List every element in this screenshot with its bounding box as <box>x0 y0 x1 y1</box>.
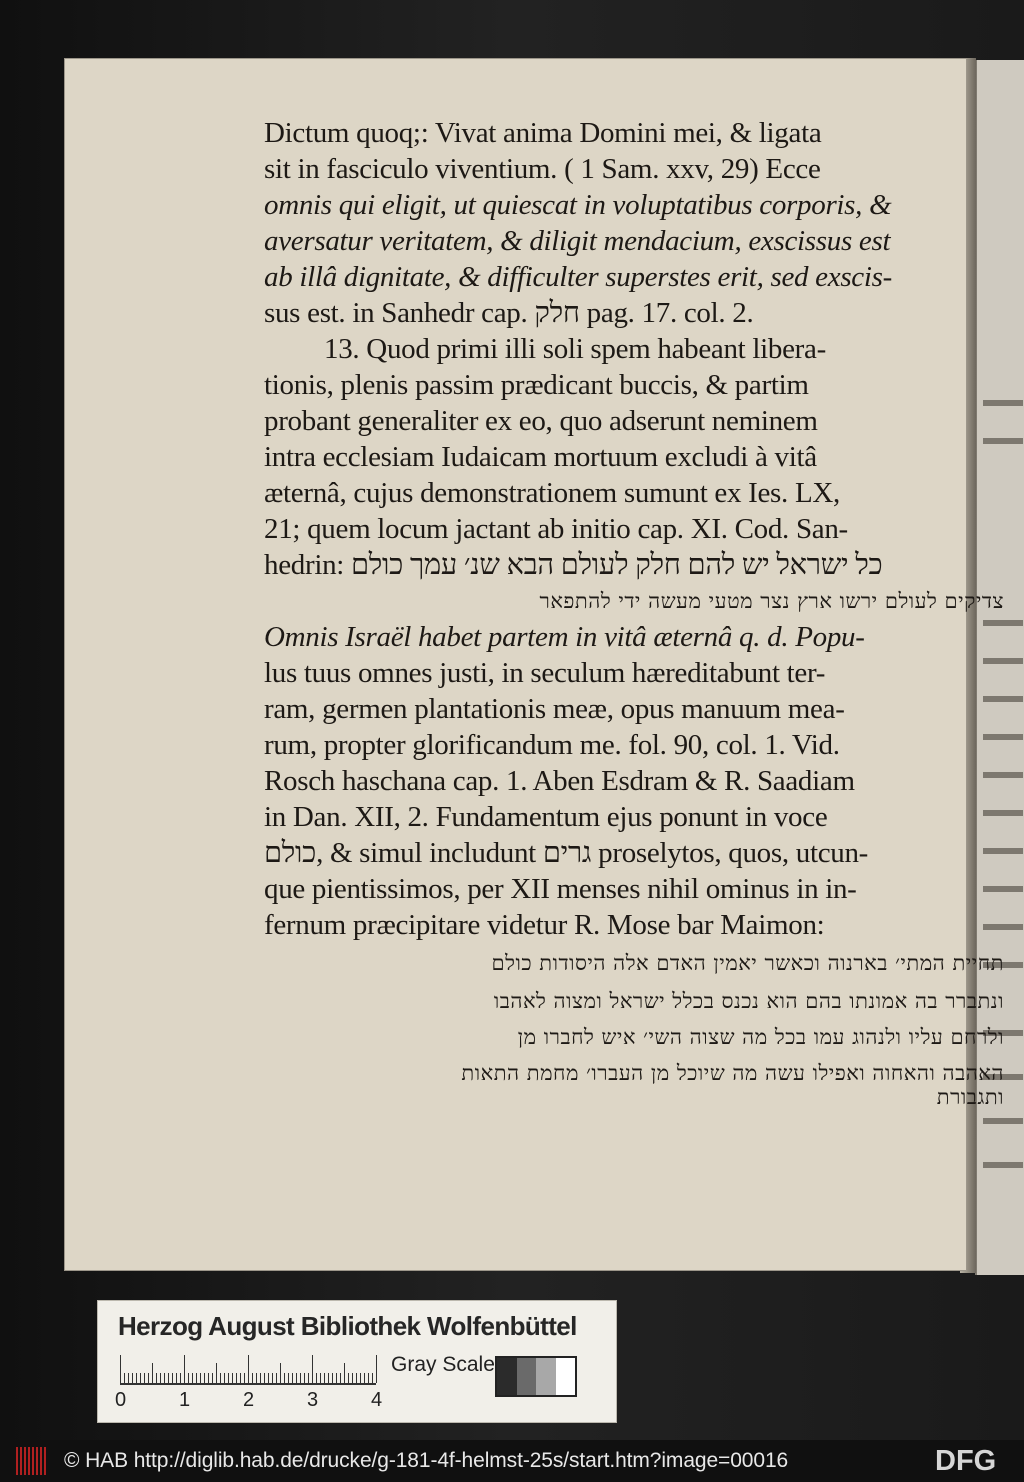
ruler-tick <box>352 1373 353 1383</box>
ruler-tick <box>160 1373 161 1383</box>
text-line: sit in fasciculo viventium. ( 1 Sam. xxv, 29) Ecce <box>264 153 821 185</box>
ruler-tick <box>176 1373 177 1383</box>
ruler-tick <box>256 1373 257 1383</box>
ruler-tick <box>148 1373 149 1383</box>
ruler-tick <box>196 1373 197 1383</box>
ruler-tick <box>212 1373 213 1383</box>
ruler-tick <box>292 1373 293 1383</box>
ruler-tick <box>336 1373 337 1383</box>
book-page <box>64 58 1004 1271</box>
ruler-tick <box>300 1373 301 1383</box>
ruler-tick <box>356 1373 357 1383</box>
ruler-tick <box>372 1373 373 1383</box>
ruler-tick <box>284 1373 285 1383</box>
ruler-tick <box>340 1373 341 1383</box>
dfg-logo: DFG <box>935 1445 997 1477</box>
ruler-tick <box>260 1373 261 1383</box>
ruler-tick <box>320 1373 321 1383</box>
text-line: æternâ, cujus demonstrationem sumunt ex Ies. LX, <box>264 477 840 509</box>
ruler-tick <box>164 1373 165 1383</box>
text-line: que pientissimos, per XII menses nihil ominus in in- <box>264 873 857 905</box>
hab-logo-icon <box>16 1447 46 1475</box>
ruler-tick <box>360 1373 361 1383</box>
gray-swatch <box>517 1358 537 1395</box>
text-line: 13. Quod primi illi soli spem habeant libera- <box>324 333 826 365</box>
ruler-tick <box>192 1373 193 1383</box>
ruler-tick <box>316 1373 317 1383</box>
ruler-tick <box>268 1373 269 1383</box>
ruler-number: 1 <box>179 1389 191 1411</box>
ruler-number: 2 <box>243 1389 255 1411</box>
text-line: תחיית המתי׳ בארנוה וכאשר יאמין האדם אלה היסודות כולם <box>491 951 1004 975</box>
ruler-tick <box>364 1373 365 1383</box>
ruler-number: 4 <box>371 1389 383 1411</box>
ruler-tick <box>172 1373 173 1383</box>
text-line: ab illâ dignitate, & difficulter superstes erit, sed exscis- <box>264 261 892 293</box>
ruler-tick <box>144 1373 145 1383</box>
text-line: כולם, & simul includunt גרים proselytos, quos, utcun- <box>264 837 869 869</box>
ruler-tick <box>220 1373 221 1383</box>
ruler-tick <box>168 1373 169 1383</box>
ruler-tick <box>272 1373 273 1383</box>
ruler-tick <box>296 1373 297 1383</box>
ruler-tick <box>304 1373 305 1383</box>
text-line: צדיקים לעולם ירשו ארץ נצר מטעי מעשה ידי להתפאר <box>539 589 1004 613</box>
ruler-tick <box>204 1373 205 1383</box>
text-line: האהבה והאחוה ואפילו עשה מה שיוכל מן העברו׳ מחמת התאות <box>461 1061 1004 1085</box>
ruler-tick <box>132 1373 133 1383</box>
ruler-tick <box>120 1355 121 1383</box>
ruler-tick <box>276 1373 277 1383</box>
text-line: tionis, plenis passim prædicant buccis, & partim <box>264 369 809 401</box>
ruler-tick <box>280 1363 281 1383</box>
ruler-tick <box>344 1363 345 1383</box>
ruler-tick <box>184 1355 185 1383</box>
ruler-tick <box>128 1373 129 1383</box>
gray-swatch <box>556 1358 576 1395</box>
gray-swatch <box>536 1358 556 1395</box>
institution-name: Herzog August Bibliothek Wolfenbüttel <box>118 1311 577 1341</box>
ruler-tick <box>332 1373 333 1383</box>
ruler-tick <box>252 1373 253 1383</box>
text-line: omnis qui eligit, ut quiescat in voluptatibus corporis, & <box>264 189 892 221</box>
ruler-tick <box>324 1373 325 1383</box>
measurement-ruler <box>120 1353 376 1385</box>
ruler-tick <box>208 1373 209 1383</box>
text-line: aversatur veritatem, & diligit mendacium, exscissus est <box>264 225 891 257</box>
text-line: lus tuus omnes justi, in seculum hæreditabunt ter- <box>264 657 826 689</box>
text-line: ותגבורת <box>936 1085 1004 1109</box>
ruler-tick <box>264 1373 265 1383</box>
text-line: Omnis Israël habet partem in vitâ æternâ q. d. Popu- <box>264 621 865 653</box>
gray-scale-label: Gray Scale <box>391 1353 495 1376</box>
text-line: 21; quem locum jactant ab initio cap. XI. Cod. San- <box>264 513 848 545</box>
ruler-tick <box>228 1373 229 1383</box>
text-line: intra ecclesiam Iudaicam mortuum excludi à vitâ <box>264 441 817 473</box>
text-line: fernum præcipitare videtur R. Mose bar Maimon: <box>264 909 825 941</box>
text-line: ram, germen plantationis meæ, opus manuum mea- <box>264 693 845 725</box>
ruler-tick <box>156 1373 157 1383</box>
ruler-tick <box>244 1373 245 1383</box>
source-url-credit[interactable]: © HAB http://diglib.hab.de/drucke/g-181-4f-helmst-25s/start.htm?image=00016 <box>64 1449 789 1472</box>
ruler-tick <box>200 1373 201 1383</box>
ruler-tick <box>240 1373 241 1383</box>
ruler-tick <box>248 1355 249 1383</box>
ruler-tick <box>140 1373 141 1383</box>
ruler-tick <box>328 1373 329 1383</box>
text-line: Dictum quoq;: Vivat anima Domini mei, & ligata <box>264 117 822 149</box>
text-line: sus est. in Sanhedr cap. חלק pag. 17. col. 2. <box>264 297 754 329</box>
viewer-footer <box>0 1440 1024 1482</box>
text-line: rum, propter glorificandum me. fol. 90, col. 1. Vid. <box>264 729 840 761</box>
text-line: ולרחם עליו ולנהוג עמו בכל מה שצוה השי׳ איש לחברו מן <box>517 1025 1004 1049</box>
ruler-tick <box>308 1373 309 1383</box>
ruler-tick <box>236 1373 237 1383</box>
ruler-tick <box>188 1373 189 1383</box>
ruler-tick <box>232 1373 233 1383</box>
text-line: probant generaliter ex eo, quo adserunt neminem <box>264 405 818 437</box>
ruler-tick <box>124 1373 125 1383</box>
text-line: ונתברר בה אמונתו בהם הוא נכנס בכלל ישראל ומצוה לאהבו <box>493 989 1004 1013</box>
text-line: Rosch haschana cap. 1. Aben Esdram & R. Saadiam <box>264 765 855 797</box>
ruler-tick <box>152 1363 153 1383</box>
text-line: in Dan. XII, 2. Fundamentum ejus ponunt in voce <box>264 801 828 833</box>
ruler-number: 0 <box>115 1389 127 1411</box>
ruler-tick <box>136 1373 137 1383</box>
ruler-tick <box>368 1373 369 1383</box>
ruler-tick <box>180 1373 181 1383</box>
text-line: hedrin: כל ישראל יש להם חלק לעולם הבא שנ׳ עמך כולם <box>264 549 883 581</box>
ruler-tick <box>216 1363 217 1383</box>
ruler-tick <box>224 1373 225 1383</box>
ruler-number: 3 <box>307 1389 319 1411</box>
gray-scale-swatches <box>495 1356 577 1397</box>
gray-swatch <box>497 1358 517 1395</box>
ruler-tick <box>376 1355 377 1383</box>
ruler-tick <box>312 1355 313 1383</box>
ruler-tick <box>348 1373 349 1383</box>
ruler-tick <box>288 1373 289 1383</box>
color-calibration-bar <box>97 1300 617 1423</box>
